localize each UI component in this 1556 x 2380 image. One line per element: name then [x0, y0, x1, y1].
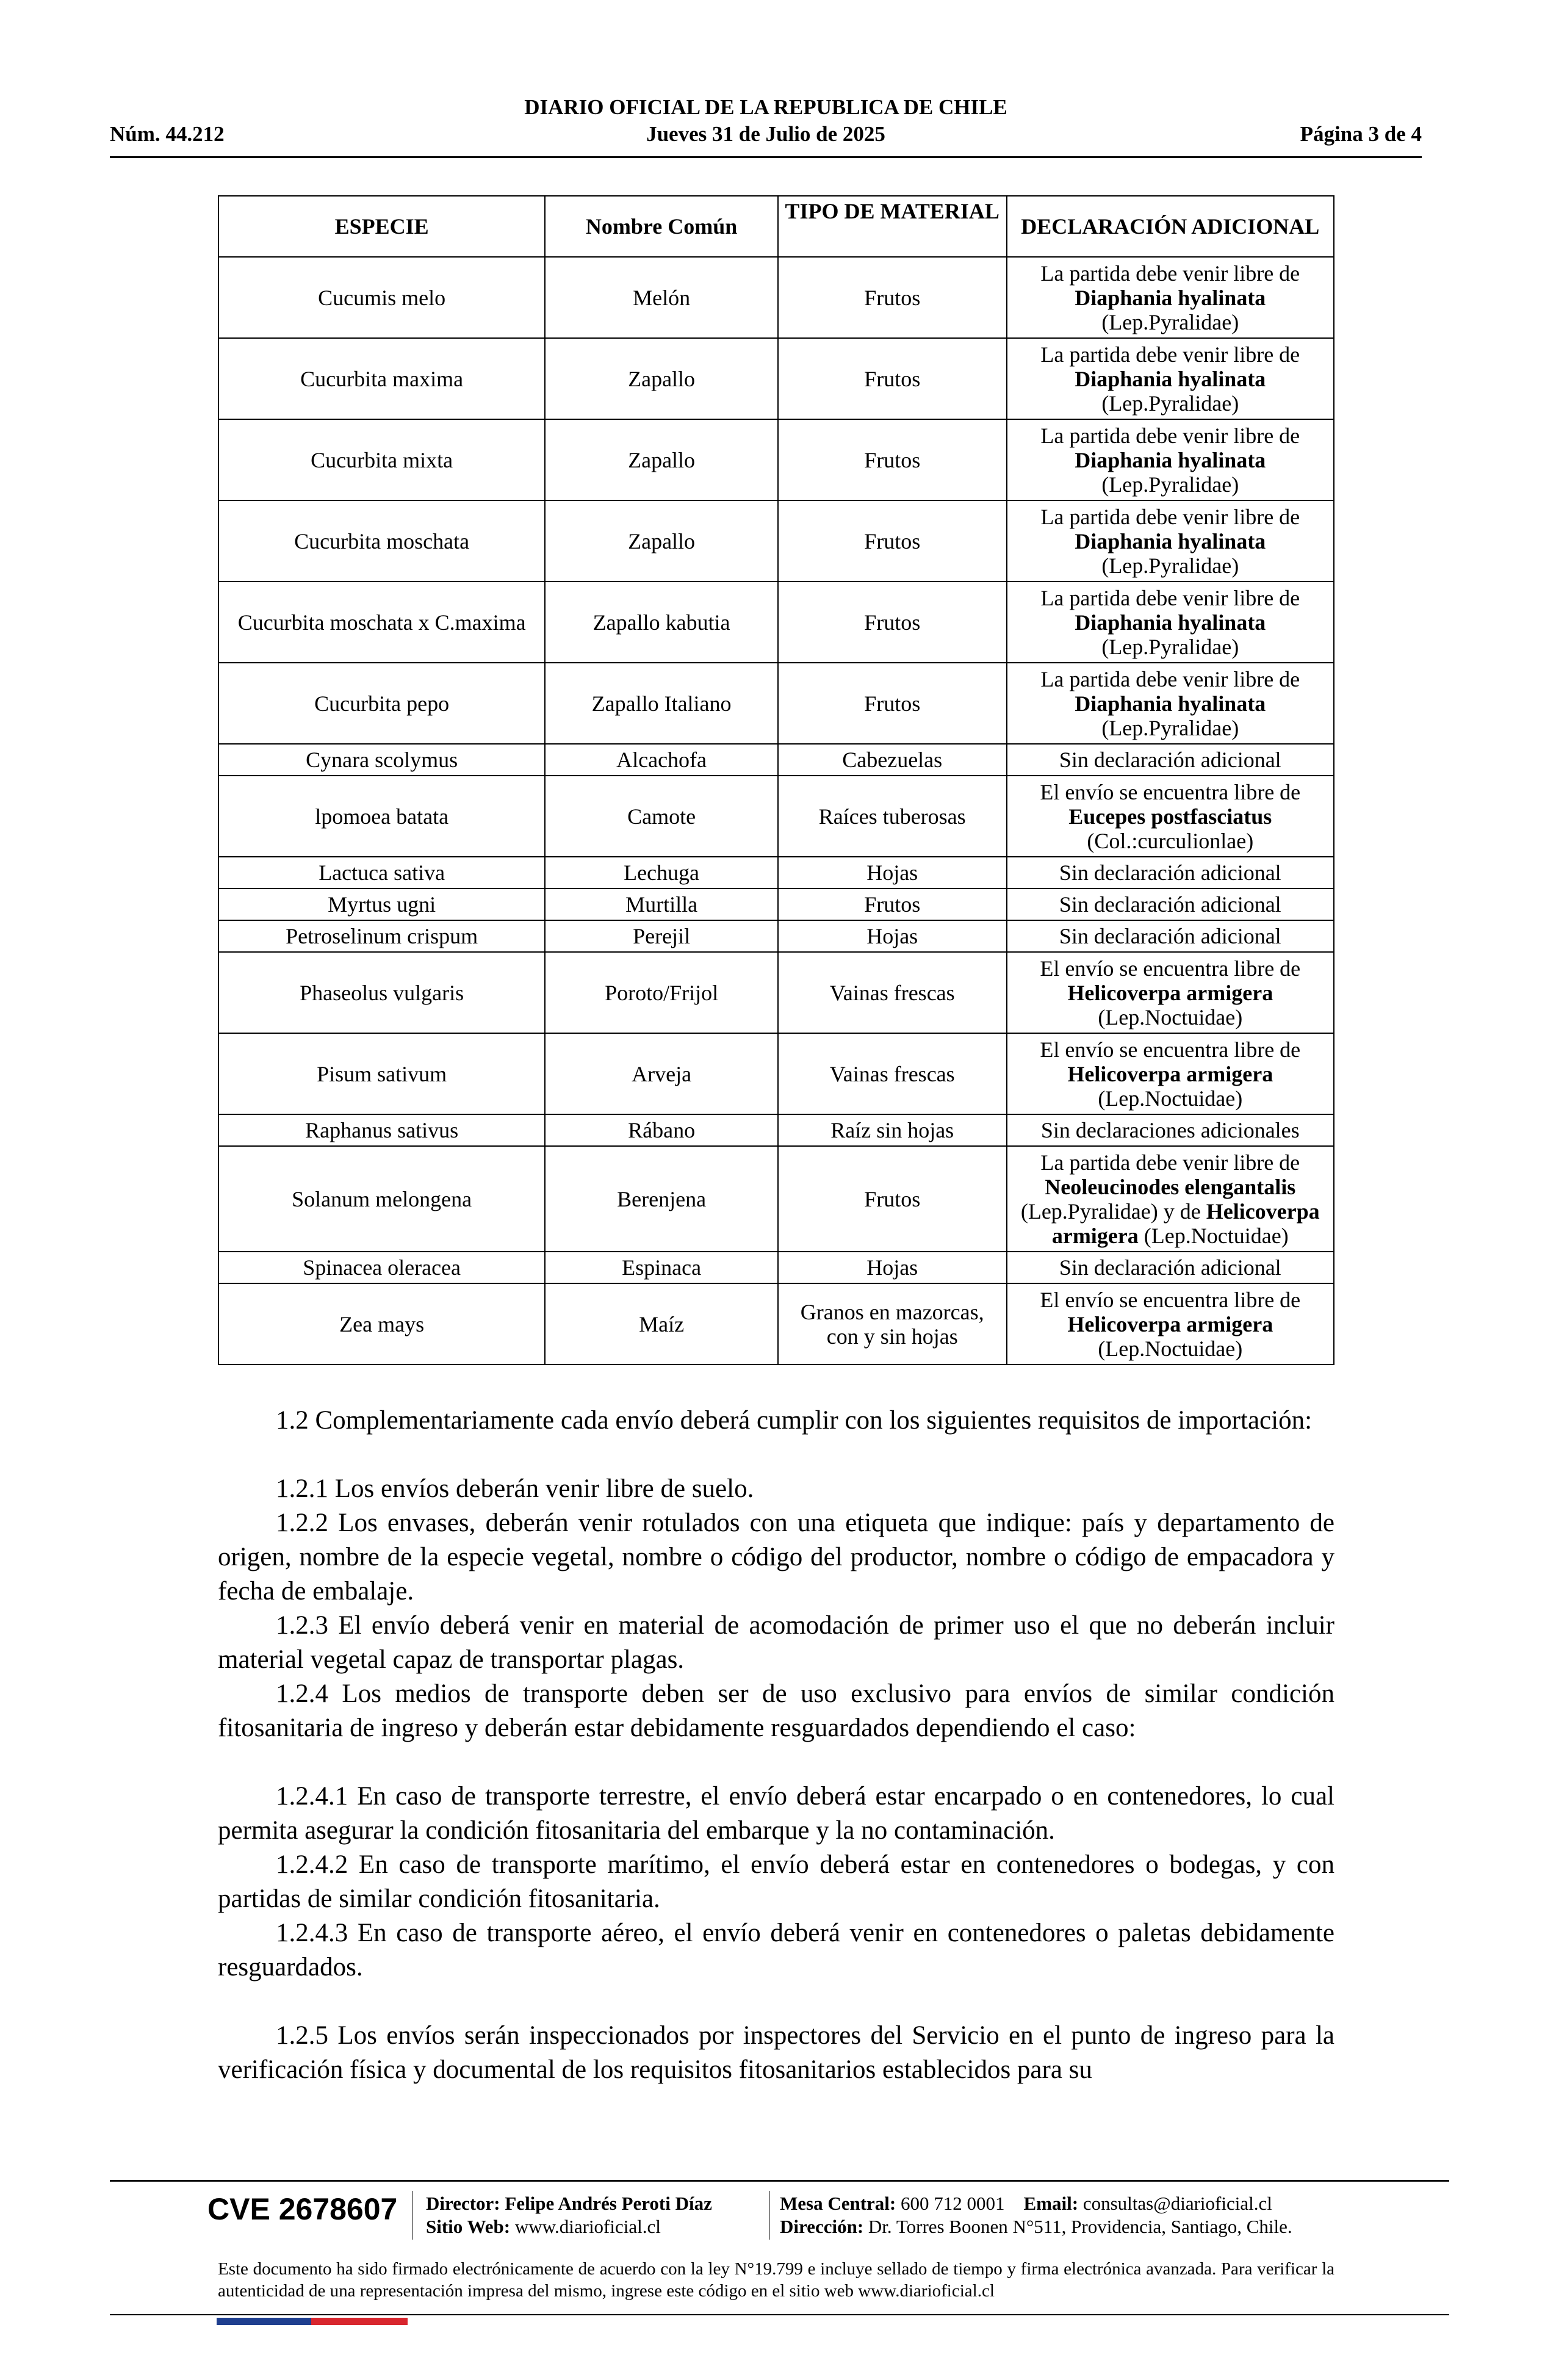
paragraph-1-2-4: 1.2.4 Los medios de transporte deben ser de uso exclusivo para envíos de similar condición fitosanitaria de ingreso y deberán estar debidamente resguardados dependiendo el caso:	[218, 1679, 1334, 1742]
cell-comun: Alcachofa	[545, 744, 778, 776]
pest-family: (Lep.Pyralidae)	[1101, 472, 1239, 497]
pest-family: (Col.:curculionlae)	[1087, 828, 1254, 853]
cell-comun: Melón	[545, 257, 778, 338]
pest-name: Neoleucinodes elengantalis	[1045, 1174, 1296, 1199]
cell-material: Frutos	[778, 500, 1007, 582]
footer-divider-bottom	[110, 2314, 1449, 2315]
cell-declaracion	[1007, 776, 1334, 857]
table-row	[218, 582, 1334, 663]
paragraph-1-2-1: 1.2.1 Los envíos deberán venir libre de suelo.	[276, 1474, 754, 1503]
pest-name: Diaphania hyalinata	[1075, 610, 1266, 635]
paragraph-1-2: 1.2 Complementariamente cada envío deberá cumplir con los siguientes requisitos de importación:	[276, 1406, 1313, 1435]
header-nombre-comun: Nombre Común	[545, 196, 778, 257]
footer-contact-block	[780, 2192, 1292, 2238]
table-row	[218, 257, 1334, 338]
decl-text: El envío se encuentra libre de	[1040, 779, 1301, 804]
cell-especie: Lactuca sativa	[218, 857, 545, 889]
cell-especie: Cucurbita moschata x C.maxima	[218, 582, 545, 663]
cell-comun: Maíz	[545, 1283, 778, 1365]
cell-declaracion	[1007, 419, 1334, 500]
pest-name-2: Helicoverpa armigera	[1051, 1199, 1320, 1248]
decl-text: La partida debe venir libre de	[1040, 423, 1300, 448]
director-label: Director:	[426, 2193, 500, 2214]
paragraph-1-2-4-3: 1.2.4.3 En caso de transporte aéreo, el envío deberá venir en contenedores o paletas debidamente resguardados.	[218, 1919, 1334, 1982]
publication-title: DIARIO OFICIAL DE LA REPUBLICA DE CHILE	[524, 95, 1007, 119]
cell-material: Frutos	[778, 663, 1007, 744]
cell-especie: Cucurbita moschata	[218, 500, 545, 582]
web-link[interactable]: www.diarioficial.cl	[514, 2216, 661, 2237]
cell-especie: Zea mays	[218, 1283, 545, 1365]
table-row	[218, 952, 1334, 1033]
cell-especie: Phaseolus vulgaris	[218, 952, 545, 1033]
issue-number: Núm. 44.212	[110, 122, 225, 146]
mesa-label: Mesa Central:	[780, 2193, 896, 2214]
cell-declaracion	[1007, 952, 1334, 1033]
footer-divider-top	[110, 2180, 1449, 2182]
table-row	[218, 663, 1334, 744]
decl-text: La partida debe venir libre de	[1040, 342, 1300, 367]
cell-declaracion: Sin declaración adicional	[1007, 920, 1334, 952]
cell-declaracion: Sin declaración adicional	[1007, 857, 1334, 889]
footer-separator	[769, 2191, 770, 2240]
issue-date: Jueves 31 de Julio de 2025	[646, 122, 885, 146]
cell-material: Hojas	[778, 920, 1007, 952]
pest-name: Eucepes postfasciatus	[1068, 804, 1272, 829]
cell-especie: Cucumis melo	[218, 257, 545, 338]
decl-text: El envío se encuentra libre de	[1040, 956, 1301, 981]
table-row	[218, 1033, 1334, 1114]
cell-especie: lpomoea batata	[218, 776, 545, 857]
cell-comun: Zapallo kabutia	[545, 582, 778, 663]
pest-name: Helicoverpa armigera	[1067, 1061, 1273, 1086]
cell-declaracion	[1007, 257, 1334, 338]
header-divider	[110, 156, 1422, 158]
cell-material: Frutos	[778, 419, 1007, 500]
cell-declaracion: Sin declaración adicional	[1007, 1252, 1334, 1283]
director-name: Felipe Andrés Peroti Díaz	[505, 2193, 712, 2214]
page-number: Página 3 de 4	[1300, 122, 1422, 146]
cell-material: Vainas frescas	[778, 1033, 1007, 1114]
cell-comun: Perejil	[545, 920, 778, 952]
cell-comun: Arveja	[545, 1033, 778, 1114]
cell-material: Frutos	[778, 889, 1007, 920]
table-row	[218, 857, 1334, 889]
flag-stripe-red	[311, 2318, 408, 2325]
cell-especie: Spinacea oleracea	[218, 1252, 545, 1283]
table-row	[218, 776, 1334, 857]
cell-declaracion	[1007, 1033, 1334, 1114]
cell-declaracion	[1007, 338, 1334, 419]
table-row	[218, 338, 1334, 419]
paragraph-1-2-3: 1.2.3 El envío deberá venir en material de acomodación de primer uso el que no deberán incluir material vegetal capaz de transportar plagas.	[218, 1611, 1334, 1674]
decl-text: El envío se encuentra libre de	[1040, 1287, 1301, 1312]
cell-comun: Berenjena	[545, 1146, 778, 1252]
pest-name: Diaphania hyalinata	[1075, 691, 1266, 716]
table-row	[218, 1114, 1334, 1146]
cve-code: CVE 2678607	[207, 2192, 398, 2226]
cell-comun: Zapallo	[545, 338, 778, 419]
body-text	[218, 1404, 1334, 2087]
pest-family-2: (Lep.Noctuidae)	[1144, 1223, 1289, 1248]
cell-declaracion: Sin declaraciones adicionales	[1007, 1114, 1334, 1146]
decl-text: El envío se encuentra libre de	[1040, 1037, 1301, 1062]
pest-family: (Lep.Noctuidae)	[1098, 1004, 1243, 1030]
cell-comun: Zapallo Italiano	[545, 663, 778, 744]
cell-declaracion: Sin declaración adicional	[1007, 889, 1334, 920]
decl-text: La partida debe venir libre de	[1040, 1150, 1300, 1175]
pest-family: (Lep.Pyralidae)	[1101, 391, 1239, 416]
cell-especie: Cucurbita mixta	[218, 419, 545, 500]
decl-text: La partida debe venir libre de	[1040, 504, 1300, 529]
species-table	[218, 195, 1334, 1365]
pest-family: (Lep.Noctuidae)	[1098, 1336, 1243, 1361]
cell-material: Raíz sin hojas	[778, 1114, 1007, 1146]
pest-name: Diaphania hyalinata	[1075, 528, 1266, 554]
cell-comun: Zapallo	[545, 419, 778, 500]
pest-family: (Lep.Pyralidae) y de	[1020, 1199, 1201, 1224]
cell-comun: Zapallo	[545, 500, 778, 582]
cell-comun: Poroto/Frijol	[545, 952, 778, 1033]
table-row	[218, 744, 1334, 776]
pest-name: Helicoverpa armigera	[1067, 980, 1273, 1005]
paragraph-1-2-5: 1.2.5 Los envíos serán inspeccionados por inspectores del Servicio en el punto de ingreso para la verificación física y documental de los requisitos fitosanitarios establecidos para su	[218, 2021, 1334, 2084]
cell-especie: Cucurbita maxima	[218, 338, 545, 419]
cell-declaracion	[1007, 1283, 1334, 1365]
address: Dr. Torres Boonen N°511, Providencia, Santiago, Chile.	[868, 2216, 1292, 2237]
cell-especie: Solanum melongena	[218, 1146, 545, 1252]
cell-comun: Murtilla	[545, 889, 778, 920]
table-row	[218, 419, 1334, 500]
table-row	[218, 920, 1334, 952]
cell-material: Hojas	[778, 857, 1007, 889]
cell-declaracion: Sin declaración adicional	[1007, 744, 1334, 776]
cell-comun: Espinaca	[545, 1252, 778, 1283]
cell-especie: Raphanus sativus	[218, 1114, 545, 1146]
pest-name: Diaphania hyalinata	[1075, 447, 1266, 472]
cell-material: Raíces tuberosas	[778, 776, 1007, 857]
footer-director-block	[426, 2192, 712, 2238]
paragraph-1-2-4-1: 1.2.4.1 En caso de transporte terrestre, el envío deberá estar encarpado o en contenedores, lo cual permita asegurar la condición fitosanitaria del embarque y la no contaminación.	[218, 1782, 1334, 1845]
page-header	[110, 95, 1422, 156]
header-tipo-material: TIPO DE MATERIAL	[778, 196, 1007, 257]
web-label: Sitio Web:	[426, 2216, 511, 2237]
cell-especie: Petroselinum crispum	[218, 920, 545, 952]
cell-material: Frutos	[778, 338, 1007, 419]
cell-material: Granos en mazorcas, con y sin hojas	[778, 1283, 1007, 1365]
table-row	[218, 1252, 1334, 1283]
mesa-phone: 600 712 0001	[901, 2193, 1005, 2214]
cell-especie: Cucurbita pepo	[218, 663, 545, 744]
pest-family: (Lep.Pyralidae)	[1101, 715, 1239, 740]
decl-text: La partida debe venir libre de	[1040, 666, 1300, 691]
decl-text: La partida debe venir libre de	[1040, 261, 1300, 286]
cell-declaracion	[1007, 1146, 1334, 1252]
cell-comun: Rábano	[545, 1114, 778, 1146]
header-especie: ESPECIE	[218, 196, 545, 257]
header-declaracion: DECLARACIÓN ADICIONAL	[1007, 196, 1334, 257]
cell-declaracion	[1007, 582, 1334, 663]
cell-material: Frutos	[778, 582, 1007, 663]
table-row	[218, 500, 1334, 582]
table-row	[218, 1146, 1334, 1252]
paragraph-1-2-4-2: 1.2.4.2 En caso de transporte marítimo, el envío deberá estar en contenedores o bodegas, y con partidas de similar condición fitosanitaria.	[218, 1850, 1334, 1913]
paragraph-1-2-2: 1.2.2 Los envases, deberán venir rotulados con una etiqueta que indique: país y departamento de origen, nombre de la especie vegetal, nombre o código del productor, nombre o código de empacadora y fecha de embalaje.	[218, 1509, 1334, 1606]
pest-family: (Lep.Noctuidae)	[1098, 1086, 1243, 1111]
decl-text: La partida debe venir libre de	[1040, 585, 1300, 610]
table-row	[218, 889, 1334, 920]
email-link[interactable]: consultas@diarioficial.cl	[1082, 2193, 1272, 2214]
table-header-row	[218, 196, 1334, 257]
pest-name: Helicoverpa armigera	[1067, 1311, 1273, 1336]
cell-material: Hojas	[778, 1252, 1007, 1283]
cell-material: Cabezuelas	[778, 744, 1007, 776]
cell-material: Frutos	[778, 257, 1007, 338]
address-label: Dirección:	[780, 2216, 864, 2237]
cell-comun: Lechuga	[545, 857, 778, 889]
cell-declaracion	[1007, 500, 1334, 582]
cell-comun: Camote	[545, 776, 778, 857]
flag-stripe-blue	[217, 2318, 311, 2325]
pest-family: (Lep.Pyralidae)	[1101, 634, 1239, 659]
cell-material: Vainas frescas	[778, 952, 1007, 1033]
pest-name: Diaphania hyalinata	[1075, 285, 1266, 310]
signature-note: Este documento ha sido firmado electrónicamente de acuerdo con la ley N°19.799 e incluye sellado de tiempo y firma electrónica avanzada. Para verificar la autenticidad de una representación impresa del mismo, ingrese este código en el sitio web www.diarioficial.cl	[218, 2259, 1334, 2301]
cell-especie: Cynara scolymus	[218, 744, 545, 776]
email-label: Email:	[1023, 2193, 1079, 2214]
pest-name: Diaphania hyalinata	[1075, 366, 1266, 391]
table-row	[218, 1283, 1334, 1365]
cell-especie: Pisum sativum	[218, 1033, 545, 1114]
cell-especie: Myrtus ugni	[218, 889, 545, 920]
cell-material: Frutos	[778, 1146, 1007, 1252]
footer-separator	[412, 2191, 413, 2240]
cell-declaracion	[1007, 663, 1334, 744]
pest-family: (Lep.Pyralidae)	[1101, 553, 1239, 578]
pest-family: (Lep.Pyralidae)	[1101, 309, 1239, 334]
